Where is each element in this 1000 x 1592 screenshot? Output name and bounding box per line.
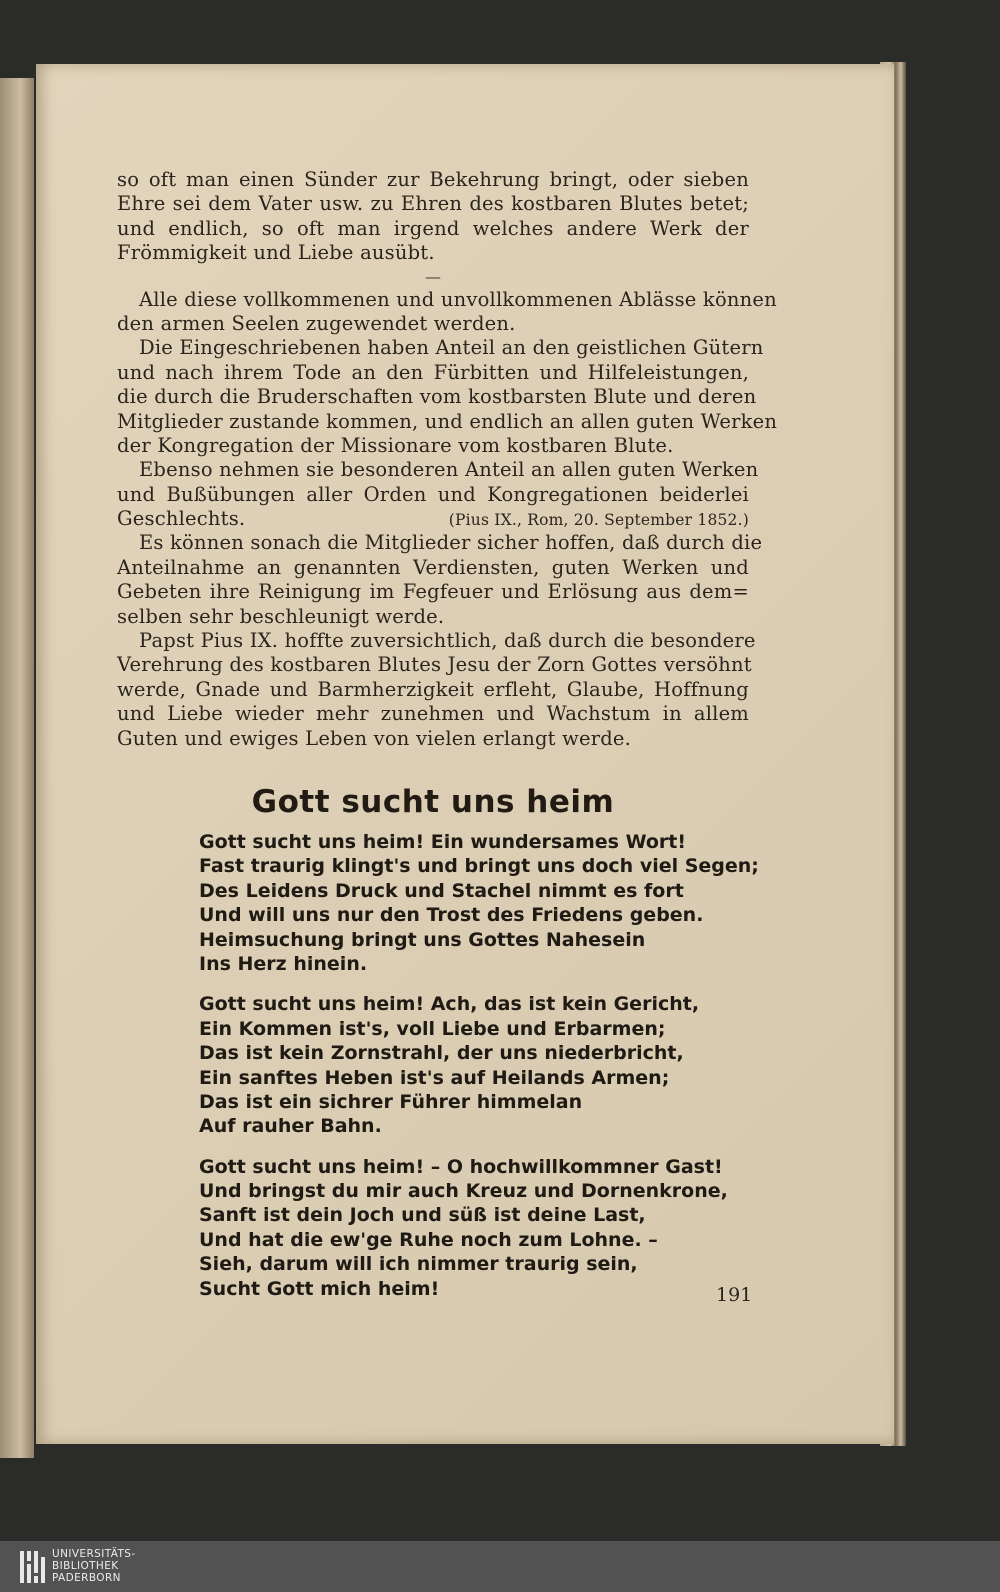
section-separator: — bbox=[425, 266, 441, 286]
text-line: und Bußübungen aller Orden und Kongregationen beiderlei bbox=[117, 482, 749, 506]
text-line: und nach ihrem Tode an den Fürbitten und Hilfeleistungen, bbox=[117, 360, 749, 384]
verse-line: Und bringst du mir auch Kreuz und Dornenkrone, bbox=[199, 1180, 728, 1203]
verse-line: Gott sucht uns heim! Ein wundersames Wort! bbox=[199, 831, 687, 853]
library-logo-icon bbox=[18, 1549, 48, 1585]
text-line: Es können sonach die Mitglieder sicher hoffen, daß durch die bbox=[139, 531, 763, 555]
text-line: die durch die Bruderschaften vom kostbarsten Blute und deren bbox=[117, 385, 757, 409]
library-footer bbox=[0, 1541, 1000, 1592]
text-line: Ebenso nehmen sie besonderen Anteil an allen guten Werken bbox=[139, 458, 759, 482]
verse-line: Sucht Gott mich heim! bbox=[199, 1277, 440, 1300]
text-fragment: Geschlechts. bbox=[117, 507, 246, 531]
verse-line: Gott sucht uns heim! – O hochwillkommner Gast! bbox=[199, 1155, 723, 1178]
verse-line: Fast traurig klingt's und bringt uns doch viel Segen; bbox=[199, 855, 759, 878]
verse-line: Heimsuchung bringt uns Gottes Nahesein bbox=[199, 928, 646, 951]
text-line: Die Eingeschriebenen haben Anteil an den geistlichen Gütern bbox=[139, 336, 764, 360]
text-line: und Liebe wieder mehr zunehmen und Wachstum in allem bbox=[117, 702, 749, 726]
prose-text bbox=[117, 168, 778, 751]
text-line: so oft man einen Sünder zur Bekehrung bringt, oder sieben bbox=[117, 168, 749, 191]
page-number: 191 bbox=[716, 1284, 753, 1306]
verse-line: Sieh, darum will ich nimmer traurig sein, bbox=[199, 1253, 638, 1276]
text-line: Mitglieder zustande kommen, und endlich an allen guten Werken bbox=[117, 409, 778, 433]
library-name-line: UNIVERSITÄTS- bbox=[52, 1548, 136, 1560]
verse-line: Das ist ein sichrer Führer himmelan bbox=[199, 1090, 583, 1113]
text-line: Gebeten ihre Reinigung im Fegfeuer und Erlösung aus dem= bbox=[117, 580, 749, 604]
library-name-line: PADERBORN bbox=[52, 1572, 121, 1584]
text-line: Frömmigkeit und Liebe ausübt. bbox=[117, 241, 435, 265]
verse bbox=[199, 1155, 728, 1301]
text-line: selben sehr beschleunigt werde. bbox=[117, 604, 445, 628]
verse-line: Und hat die ew'ge Ruhe noch zum Lohne. – bbox=[199, 1228, 658, 1251]
hymn-title: Gott sucht uns heim bbox=[251, 784, 615, 820]
verse-line: Des Leidens Druck und Stachel nimmt es fort bbox=[199, 879, 684, 902]
text-line: werde, Gnade und Barmherzigkeit erfleht, Glaube, Hoffnung bbox=[117, 677, 749, 701]
verse-line: Ins Herz hinein. bbox=[199, 952, 368, 975]
text-line: den armen Seelen zugewendet werden. bbox=[117, 311, 516, 335]
text-line: der Kongregation der Missionare vom kostbaren Blute. bbox=[117, 433, 674, 457]
text-line: Papst Pius IX. hoffte zuversichtlich, daß durch die besondere bbox=[139, 629, 756, 653]
citation-line bbox=[117, 507, 749, 531]
verse bbox=[199, 830, 759, 976]
verse-line: Gott sucht uns heim! Ach, das ist kein Gericht, bbox=[199, 993, 700, 1016]
verse-line: Und will uns nur den Trost des Friedens geben. bbox=[199, 904, 704, 927]
library-name-line: BIBLIOTHEK bbox=[52, 1560, 119, 1572]
text-line: und endlich, so oft man irgend welches andere Werk der bbox=[117, 216, 749, 240]
text-line: Ehre sei dem Vater usw. zu Ehren des kostbaren Blutes betet; bbox=[117, 192, 749, 216]
left-page-edge bbox=[0, 78, 34, 1458]
citation: (Pius IX., Rom, 20. September 1852.) bbox=[448, 511, 749, 530]
verse-line: Ein Kommen ist's, voll Liebe und Erbarmen; bbox=[199, 1017, 666, 1040]
text-line: Anteilnahme an genannten Verdiensten, guten Werken und bbox=[117, 555, 749, 579]
verse bbox=[199, 992, 719, 1138]
text-line: Alle diese vollkommenen und unvollkommenen Ablässe können bbox=[139, 287, 777, 311]
library-name bbox=[52, 1548, 136, 1584]
verse-line: Ein sanftes Heben ist's auf Heilands Armen; bbox=[199, 1066, 670, 1089]
verse-line: Sanft ist dein Joch und süß ist deine Last, bbox=[199, 1204, 646, 1227]
verse-line: Das ist kein Zornstrahl, der uns niederbricht, bbox=[199, 1042, 684, 1065]
text-line: Verehrung des kostbaren Blutes Jesu der Zorn Gottes versöhnt bbox=[117, 653, 752, 677]
verse-line: Auf rauher Bahn. bbox=[199, 1115, 382, 1138]
text-line: Guten und ewiges Leben von vielen erlangt werde. bbox=[117, 726, 632, 750]
